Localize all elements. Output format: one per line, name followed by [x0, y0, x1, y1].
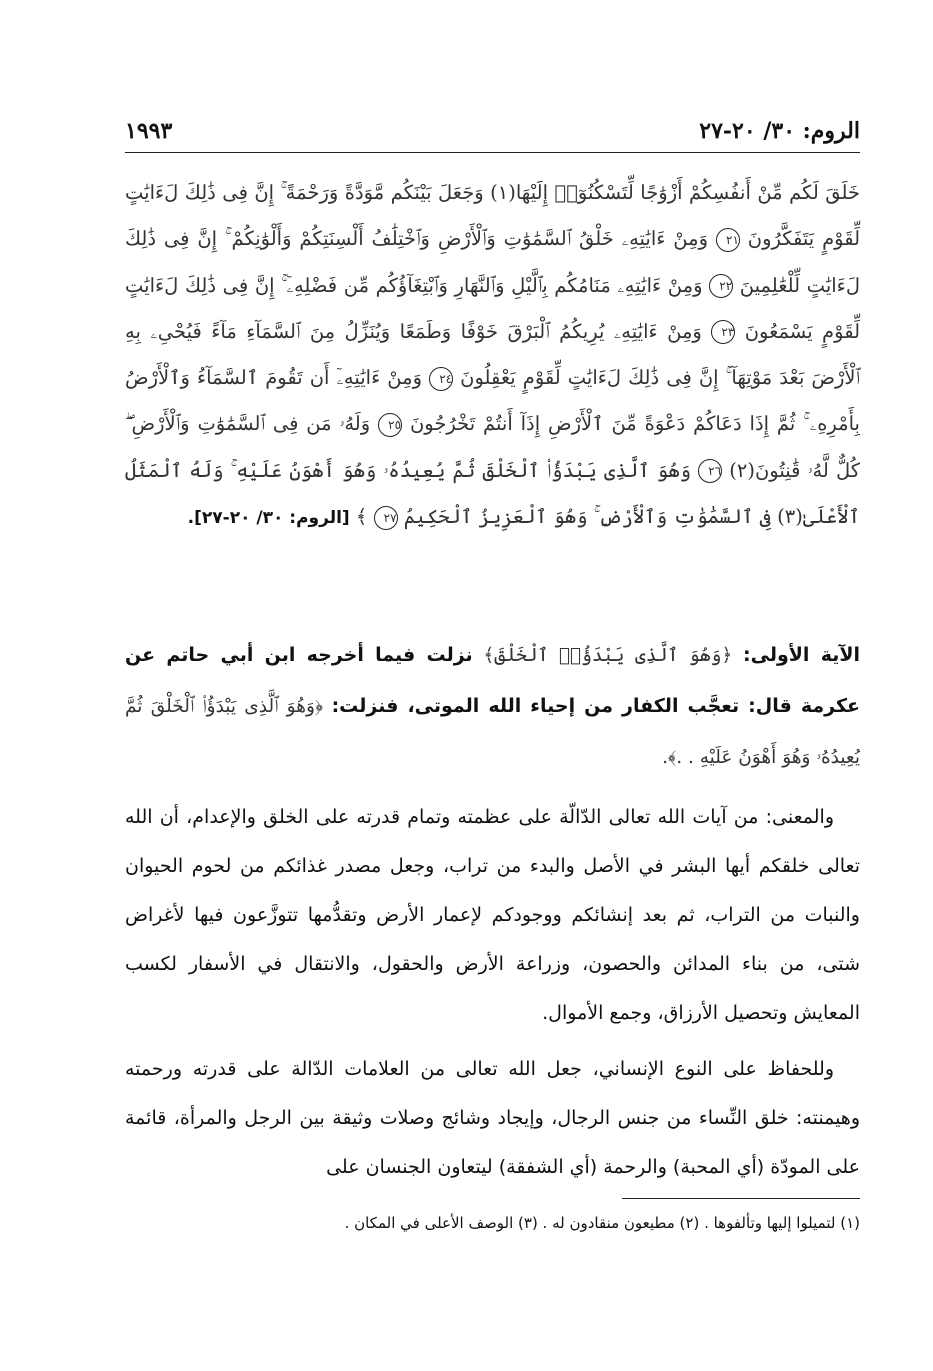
verse-number: ٢٧ [374, 506, 398, 530]
verse-number: ٢٥ [378, 413, 402, 437]
quran-verses [125, 170, 860, 541]
verse-number: ٢٢ [709, 274, 733, 298]
verse-text: وَمِنْ ءَايَٰتِهِۦ مَنَامُكُم بِٱلَّيْلِ وَٱلنَّهَارِ وَٱبْتِغَآؤُكُم مِّن فَضْلِهِۦٓ ۚ إِنَّ فِى ذَٰلِكَ لَءَايَٰتٍ لِّقَوْمٍ يَسْمَعُونَ [125, 273, 861, 343]
verse-text: وَمِنْ ءَايَٰتِهِۦٓ أَن تَقُومَ ٱلسَّمَآءُ وَٱلْأَرْضُ بِأَمْرِهِۦ ۚ ثُمَّ إِذَا دَعَاكُمْ دَعْوَةً مِّنَ ٱلْأَرْضِ إِذَآ أَنتُمْ تَخْرُجُونَ [125, 366, 860, 436]
occasion-label: الآية الأولى: [743, 644, 861, 666]
footnote-rule [622, 1198, 860, 1199]
occasion-of-revelation [125, 630, 860, 783]
running-title: الروم: ٣٠/ ٢٠-٢٧ [699, 118, 860, 144]
verse-text: وَلَهُۥ مَن فِى ٱلسَّمَٰوَٰتِ وَٱلْأَرْضِ ۖ كُلٌّ لَّهُۥ قَٰنِتُونَ(٢) [125, 412, 860, 482]
quote-2: ﴿وَهُوَ ٱلَّذِى يَبْدَؤُا۟ ٱلْخَلْقَ ثُمَّ يُعِيدُهُۥ وَهُوَ أَهْوَنُ عَلَيْهِ . .﴾. [125, 696, 860, 768]
closing-brace: ﴾ [355, 505, 368, 529]
verse-text: وَهُوَ ٱلَّذِى يَبْدَؤُا۟ ٱلْخَلْقَ ثُمَّ يُعِيدُهُۥ وَهُوَ أَهْوَنُ عَلَيْهِ ۚ وَلَهُ ٱلْمَثَلُ ٱلْأَعْلَىٰ(٣) فِى ٱلسَّمَٰوَٰتِ وَٱلْأَرْضِ ۚ وَهُوَ ٱلْعَزِيزُ ٱلْحَكِيمُ [125, 458, 860, 529]
verse-number: ٢١ [716, 228, 740, 252]
footnotes: (١) لتميلوا إليها وتألفوها . (٢) مطيعون منقادون له . (٣) الوصف الأعلى في المكان . [344, 1214, 860, 1232]
verse-number: ٢٦ [698, 459, 722, 483]
page-header [125, 112, 860, 152]
verse-reference: [الروم: ٣٠/ ٢٠-٢٧]. [187, 508, 350, 529]
verse-text: وَمِنْ ءَايَٰتِهِۦ يُرِيكُمُ ٱلْبَرْقَ خَوْفًا وَطَمَعًا وَيُنَزِّلُ مِنَ ٱلسَّمَآءِ مَآءً فَيُحْىِۦ بِهِ ٱلْأَرْضَ بَعْدَ مَوْتِهَآ ۚ إِنَّ فِى ذَٰلِكَ لَءَايَٰتٍ لِّقَوْمٍ يَعْقِلُونَ [125, 319, 861, 390]
verse-number: ٢٣ [711, 320, 735, 344]
quote-1: ﴿وَهُوَ ٱلَّذِى يَبْدَؤُا۟ ٱلْخَلْقَ﴾ [483, 645, 733, 666]
verse-text: وَمِنْ ءَايَٰتِهِۦ خَلْقُ ٱلسَّمَٰوَٰتِ وَٱلْأَرْضِ وَٱخْتِلَٰفُ أَلْسِنَتِكُمْ وَأَلْوَٰنِكُمْ ۚ إِنَّ فِى ذَٰلِكَ لَءَايَٰتٍ لِّلْعَٰلِمِينَ [125, 227, 861, 297]
header-rule [125, 152, 860, 153]
verse-number: ٢٤ [429, 367, 453, 391]
page-number: ١٩٩٣ [125, 118, 173, 144]
meaning-paragraph-1: والمعنى: من آيات الله تعالى الدّالّة على عظمته وتمام قدرته على الخلق والإعدام، أن الله تعالى خلقكم أيها البشر في الأصل والبدء من تراب، وجعل مصدر غذائكم من لحوم الحيوان والنبات من التراب، ثم بعد إنشائكم ووجودكم لإعمار الأرض وتقدُّمها تتوزَّعون فيها لأغراض شتى، من بناء المدائن والحصون، وزراعة الأرض والحقول، والانتقال في الأسفار لكسب المعايش وتحصيل الأرزاق، وجمع الأموال. [125, 806, 860, 1024]
occasion-text: نزلت فيما أخرجه ابن أبي حاتم عن عكرمة قال: تعجَّب الكفار من إحياء الله الموتى، فنزلت: [125, 644, 860, 717]
verse-text: خَلَقَ لَكُم مِّنْ أَنفُسِكُمْ أَزْوَٰجًا لِّتَسْكُنُوٓا۟ إِلَيْهَا(١) وَجَعَلَ بَيْنَكُم مَّوَدَّةً وَرَحْمَةً ۚ إِنَّ فِى ذَٰلِكَ لَءَايَٰتٍ لِّقَوْمٍ يَتَفَكَّرُونَ [125, 181, 861, 251]
meaning-paragraph-2: وللحفاظ على النوع الإنساني، جعل الله تعالى من العلامات الدّالة على قدرته ورحمته وهيمنته: خلق النِّساء من جنس الرجال، وإيجاد وشائج وصلات وثيقة بين الرجل والمرأة، قائمة على المودّة (أي المحبة) والرحمة (أي الشفقة) ليتعاون الجنسان على [125, 1058, 860, 1178]
